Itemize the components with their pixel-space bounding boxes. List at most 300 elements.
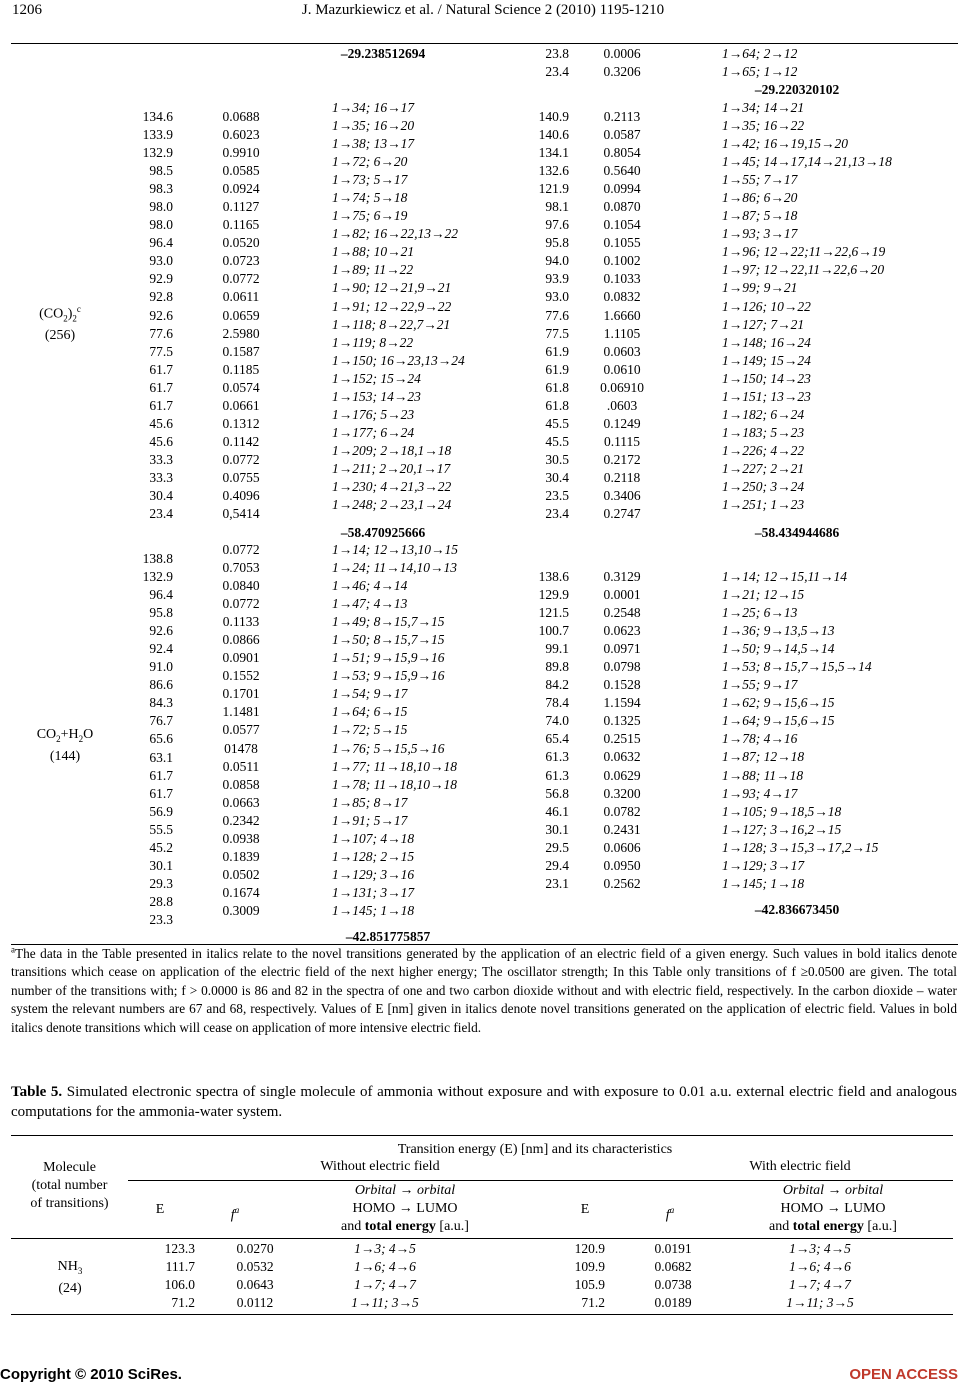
- oscillator-value: 0.0577: [222, 722, 260, 738]
- orbital-transition: 1→107; 4→18: [332, 830, 415, 846]
- oscillator-value: 0.1115: [603, 433, 641, 449]
- orbital-transition: 1→72; 5→15: [332, 722, 408, 738]
- orbital-transition: 1→129; 3→17: [722, 857, 805, 873]
- orbital-transition: 1→78; 11→18,10→18: [332, 776, 457, 792]
- oscillator-value: 0.1552: [222, 668, 260, 684]
- energy-value: 45.2: [149, 839, 173, 855]
- energy-value: 92.8: [149, 289, 173, 305]
- energy-value: 45.5: [545, 433, 569, 449]
- oscillator-value: 0.0603: [603, 343, 641, 359]
- table5-header-top: Transition energy (E) [nm] and its characteristics: [397, 1142, 673, 1157]
- orbital-transition: 1→7; 4→7: [789, 1277, 851, 1293]
- oscillator-value: 0.1133: [222, 614, 260, 630]
- energy-value: 120.9: [574, 1241, 605, 1256]
- table5-header-without: Without electric field: [320, 1159, 440, 1174]
- energy-value: 71.2: [171, 1295, 195, 1311]
- orbital-transition: 1→35; 16→22: [722, 118, 805, 134]
- oscillator-value: 0.1165: [222, 217, 260, 233]
- orbital-transition: 1→47; 4→13: [332, 596, 408, 612]
- orbital-transition: 1→64; 2→12: [722, 46, 798, 61]
- oscillator-value: 0.1325: [603, 713, 641, 729]
- energy-value: 138.6: [538, 569, 569, 584]
- oscillator-column: [210, 108, 272, 523]
- oscillator-column: [592, 45, 652, 81]
- oscillator-value: 0.0866: [222, 632, 260, 648]
- footnote-text: The data in the Table presented in italics relate to the novel transitions generated by the application of an electric field of a given energy. Such values in bold italics denote transitions which cease on application of the electric field of the next higher energy; The oscillator strength; In this Table only transitions of f ≥0.0500 are given. The total number of the transitions with; f > 0.0000 is 86 and 82 in the spectra of one and two carbon dioxide without and with electric field, respectively. In the carbon dioxide – water system the relevant numbers are 67 and 68, respectively. Values of E [nm] given in italics denote novel transitions generated on the application of electric field. Values in bold italics denote transitions which will cease on application of more intensive electric field.: [11, 946, 957, 1035]
- energy-value: 98.0: [149, 217, 173, 233]
- oscillator-value: 0.0661: [222, 397, 260, 413]
- oscillator-value: 0.2113: [603, 109, 641, 124]
- orbital-transition: 1→73; 5→17: [332, 172, 408, 188]
- energy-value: 56.9: [149, 803, 173, 819]
- oscillator-value: 0.0629: [603, 767, 641, 783]
- oscillator-value: 0.2431: [603, 821, 641, 837]
- orbital-transition: 1→7; 4→7: [354, 1277, 416, 1293]
- oscillator-value: 0.3200: [603, 785, 641, 801]
- energy-value: 30.1: [149, 857, 173, 873]
- orbital-transition: 1→128; 3→15,3→17,2→15: [722, 839, 879, 855]
- energy-value: 129.9: [538, 587, 569, 603]
- table5-top-rule: [11, 1135, 953, 1136]
- oscillator-value: 0.0772: [222, 542, 260, 557]
- oscillator-value: 0.7053: [222, 560, 260, 576]
- orbital-transition: 1→227; 2→21: [722, 460, 805, 476]
- orbital-transition: 1→126; 10→22: [722, 298, 811, 314]
- energy-value: 95.8: [545, 235, 569, 251]
- energy-value: 92.9: [149, 271, 173, 287]
- table5-col-orbital: Orbital → orbital HOMO → LUMO and total energy [a.u.]: [769, 1183, 897, 1234]
- orbital-transition: 1→99; 9→21: [722, 280, 798, 296]
- oscillator-value: 0.0798: [603, 659, 641, 675]
- orbital-transition: 1→211; 2→20,1→17: [332, 460, 451, 476]
- energy-total: –29.238512694: [340, 46, 426, 61]
- oscillator-value: 0.0189: [654, 1295, 692, 1311]
- oscillator-value: 1.6660: [603, 307, 641, 323]
- energy-value: 63.1: [149, 749, 173, 765]
- energy-value: 77.5: [149, 343, 173, 359]
- orbital-transition: 1→150; 14→23: [722, 370, 811, 386]
- orbital-column: [722, 99, 958, 514]
- table5-col-E: E: [155, 1202, 165, 1217]
- energy-value: 94.0: [545, 253, 569, 269]
- table5-col-f: $f^a$: [230, 1205, 240, 1223]
- orbital-transition: 1→97; 12→22,11→22,6→20: [722, 262, 885, 278]
- energy-value: 111.7: [165, 1259, 195, 1275]
- orbital-transition: 1→119; 8→22: [332, 334, 414, 350]
- orbital-column: [332, 99, 512, 514]
- orbital-transition: 1→127; 3→16,2→15: [722, 821, 842, 837]
- oscillator-column: [225, 1240, 285, 1312]
- energy-value: 132.6: [538, 163, 569, 179]
- oscillator-value: 0.1127: [222, 199, 260, 215]
- orbital-transition: 1→65; 1→12: [722, 64, 798, 80]
- orbital-transition: 1→93; 4→17: [722, 785, 798, 801]
- energy-value: 56.8: [545, 785, 569, 801]
- energy-value: 23.3: [149, 911, 173, 927]
- orbital-transition: 1→128; 2→15: [332, 848, 415, 864]
- oscillator-value: 0.1839: [222, 848, 260, 864]
- oscillator-value: 0.2342: [222, 812, 260, 828]
- oscillator-value: 0.0191: [654, 1241, 692, 1256]
- molecule-label: $(CO_2)_2^c$ (256): [20, 300, 100, 345]
- oscillator-value: 0,5414: [222, 506, 260, 522]
- oscillator-value: 0.0858: [222, 776, 260, 792]
- energy-value: 55.5: [149, 821, 173, 837]
- oscillator-value: 0.0632: [603, 749, 641, 765]
- energy-value: 30.1: [545, 821, 569, 837]
- oscillator-value: 0.0587: [603, 127, 641, 143]
- table5-bottom-rule: [11, 1314, 953, 1315]
- orbital-column: [722, 568, 958, 893]
- energy-value: 23.4: [545, 506, 569, 522]
- orbital-transition: 1→72; 6→20: [332, 154, 408, 170]
- running-citation: J. Mazurkiewicz et al. / Natural Science 2 (2010) 1195-1210: [301, 2, 665, 18]
- oscillator-value: 0.0772: [222, 451, 260, 467]
- orbital-transition: 1→153; 14→23: [332, 388, 421, 404]
- table5-header-rule: [128, 1180, 953, 1181]
- energy-value: 65.6: [149, 731, 173, 747]
- energy-total: –42.851775857: [345, 929, 431, 944]
- orbital-transition: 1→151; 13→23: [722, 388, 811, 404]
- energy-value: 132.9: [142, 145, 173, 161]
- oscillator-value: 0.0112: [236, 1295, 274, 1311]
- orbital-transition: 1→77; 11→18,10→18: [332, 758, 457, 774]
- energy-value: 84.2: [545, 677, 569, 693]
- orbital-transition: 1→34; 16→17: [332, 100, 415, 115]
- oscillator-value: 0.0772: [222, 596, 260, 612]
- energy-total: –42.836673450: [754, 902, 840, 917]
- oscillator-value: 0.1587: [222, 343, 260, 359]
- energy-value: 121.5: [538, 605, 569, 621]
- energy-value: 123.3: [164, 1241, 195, 1256]
- oscillator-value: 0.0901: [222, 650, 260, 666]
- oscillator-value: 0.1142: [222, 433, 260, 449]
- orbital-transition: 1→93; 3→17: [722, 226, 798, 242]
- orbital-transition: 1→50; 8→15,7→15: [332, 632, 445, 648]
- oscillator-column: [592, 568, 652, 893]
- oscillator-value: 0.1054: [603, 217, 641, 233]
- energy-column: [515, 568, 569, 893]
- energy-value: 77.5: [545, 325, 569, 341]
- orbital-transition: 1→14; 12→13,10→15: [332, 542, 458, 557]
- energy-value: 98.3: [149, 181, 173, 197]
- energy-value: 29.5: [545, 839, 569, 855]
- orbital-transition: 1→3; 4→5: [789, 1241, 851, 1256]
- orbital-transition: 1→177; 6→24: [332, 424, 415, 440]
- copyright-notice: Copyright © 2010 SciRes.: [0, 1366, 182, 1383]
- energy-column: [515, 108, 569, 523]
- orbital-transition: 1→45; 14→17,14→21,13→18: [722, 154, 892, 170]
- energy-value: 33.3: [149, 469, 173, 485]
- oscillator-value: 0.0772: [222, 271, 260, 287]
- oscillator-value: 0.2172: [603, 451, 641, 467]
- page-number: 1206: [12, 2, 42, 18]
- orbital-transition: 1→148; 16→24: [722, 334, 811, 350]
- oscillator-value: 0.6023: [222, 127, 260, 143]
- energy-value: 61.8: [545, 379, 569, 395]
- energy-value: 30.4: [149, 487, 173, 503]
- energy-value: 30.4: [545, 469, 569, 485]
- energy-value: 46.1: [545, 803, 569, 819]
- oscillator-value: 0.0659: [222, 307, 260, 323]
- table5-header-with: With electric field: [749, 1159, 851, 1174]
- table5-col-orbital: Orbital → orbital HOMO → LUMO and total energy [a.u.]: [341, 1183, 469, 1234]
- page-header: [0, 2, 966, 22]
- energy-value: 138.8: [142, 551, 173, 566]
- oscillator-value: 0.0682: [654, 1259, 692, 1275]
- energy-value: 100.7: [538, 623, 569, 639]
- oscillator-value: 0.1528: [603, 677, 641, 693]
- molecule-label: $CO_2+H_2O$ (144): [20, 726, 110, 766]
- energy-value: 65.4: [545, 731, 569, 747]
- oscillator-value: 0.2562: [603, 875, 641, 891]
- oscillator-value: 0.0270: [236, 1241, 274, 1256]
- orbital-transition: 1→176; 5→23: [332, 406, 415, 422]
- oscillator-value: 1.1594: [603, 695, 641, 711]
- oscillator-value: 0.0994: [603, 181, 641, 197]
- orbital-transition: 1→150; 16→23,13→24: [332, 352, 465, 368]
- oscillator-value: 0.0663: [222, 794, 260, 810]
- orbital-transition: 1→96; 12→22;11→22,6→19: [722, 244, 886, 260]
- orbital-transition: 1→55; 9→17: [722, 677, 798, 693]
- orbital-transition: 1→6; 4→6: [789, 1259, 851, 1275]
- oscillator-value: 0.1701: [222, 686, 260, 702]
- orbital-transition: 1→64; 6→15: [332, 704, 408, 720]
- orbital-transition: 1→55; 7→17: [722, 172, 798, 188]
- oscillator-value: 0.0688: [222, 109, 260, 124]
- energy-value: 29.3: [149, 875, 173, 891]
- oscillator-value: 0.0870: [603, 199, 641, 215]
- oscillator-value: 0.1033: [603, 271, 641, 287]
- orbital-transition: 1→129; 3→16: [332, 866, 415, 882]
- energy-value: 97.6: [545, 217, 569, 233]
- table-top-rule: [11, 43, 958, 44]
- oscillator-value: 0.0610: [603, 361, 641, 377]
- energy-total: –58.470925666: [340, 525, 426, 540]
- orbital-transition: 1→145; 1→18: [722, 875, 805, 891]
- energy-value: 61.7: [149, 785, 173, 801]
- oscillator-value: 0.0574: [222, 379, 260, 395]
- energy-value: 74.0: [545, 713, 569, 729]
- energy-value: 30.5: [545, 451, 569, 467]
- energy-value: 61.7: [149, 767, 173, 783]
- orbital-transition: 1→64; 9→15,6→15: [722, 713, 835, 729]
- table-label: Table 5.: [11, 1084, 63, 1100]
- orbital-transition: 1→82; 16→22,13→22: [332, 226, 458, 242]
- oscillator-value: 0.2747: [603, 506, 641, 522]
- energy-total: –58.434944686: [754, 525, 840, 540]
- orbital-transition: 1→50; 9→14,5→14: [722, 641, 835, 657]
- orbital-transition: 1→76; 5→15,5→16: [332, 740, 445, 756]
- energy-column: [140, 1240, 195, 1312]
- orbital-transition: 1→54; 9→17: [332, 686, 408, 702]
- energy-value: 61.3: [545, 749, 569, 765]
- energy-value: 77.6: [545, 307, 569, 323]
- table5-col-f: $f^a$: [665, 1205, 675, 1223]
- oscillator-column: [643, 1240, 703, 1312]
- energy-value: 23.4: [545, 64, 569, 80]
- energy-value: 23.1: [545, 875, 569, 891]
- energy-column: [515, 45, 569, 81]
- orbital-transition: 1→86; 6→20: [722, 190, 798, 206]
- energy-value: 61.3: [545, 767, 569, 783]
- energy-value: 134.1: [538, 145, 569, 161]
- orbital-transition: 1→24; 11→14,10→13: [332, 560, 457, 576]
- orbital-transition: 1→183; 5→23: [722, 424, 805, 440]
- energy-value: 84.3: [149, 695, 173, 711]
- orbital-transition: 1→35; 16→20: [332, 118, 415, 134]
- energy-value: 28.8: [149, 893, 173, 909]
- orbital-transition: 1→74; 5→18: [332, 190, 408, 206]
- molecule-label: $NH_3$ (24): [30, 1258, 110, 1298]
- orbital-transition: 1→11; 3→5: [786, 1295, 854, 1311]
- oscillator-value: 0.0755: [222, 469, 260, 485]
- energy-value: 93.9: [545, 271, 569, 287]
- oscillator-value: 1.1481: [222, 704, 260, 720]
- orbital-transition: 1→152; 15→24: [332, 370, 421, 386]
- orbital-transition: 1→25; 6→13: [722, 605, 798, 621]
- oscillator-value: 0.2118: [603, 469, 641, 485]
- transition-count: (256): [44, 328, 76, 344]
- orbital-transition: 1→87; 5→18: [722, 208, 798, 224]
- orbital-transition: 1→85; 8→17: [332, 794, 408, 810]
- oscillator-value: 0.0006: [603, 46, 641, 61]
- energy-value: 61.9: [545, 361, 569, 377]
- energy-value: 134.6: [142, 109, 173, 124]
- oscillator-value: 0.0606: [603, 839, 641, 855]
- oscillator-value: 0.0511: [222, 758, 260, 774]
- open-access-label: OPEN ACCESS: [849, 1366, 958, 1383]
- oscillator-value: 0.0643: [236, 1277, 274, 1293]
- energy-value: 98.1: [545, 199, 569, 215]
- orbital-transition: 1→62; 9→15,6→15: [722, 695, 835, 711]
- energy-value: 95.8: [149, 605, 173, 621]
- oscillator-value: 0.1055: [603, 235, 641, 251]
- orbital-transition: 1→6; 4→6: [354, 1259, 416, 1275]
- energy-value: 23.8: [545, 46, 569, 61]
- energy-value: 71.2: [581, 1295, 605, 1311]
- energy-value: 45.6: [149, 415, 173, 431]
- oscillator-value: 2.5980: [222, 325, 260, 341]
- energy-value: 106.0: [164, 1277, 195, 1293]
- orbital-transition: 1→91; 12→22,9→22: [332, 298, 452, 314]
- orbital-transition: 1→118; 8→22,7→21: [332, 316, 451, 332]
- orbital-transition: 1→78; 4→16: [722, 731, 798, 747]
- oscillator-value: 0.3406: [603, 487, 641, 503]
- transition-count: (24): [58, 1280, 82, 1296]
- orbital-transition: 1→49; 8→15,7→15: [332, 614, 445, 630]
- oscillator-value: 0.3206: [603, 64, 641, 80]
- oscillator-value: 0.1249: [603, 415, 641, 431]
- energy-value: 99.1: [545, 641, 569, 657]
- oscillator-value: 0.0782: [603, 803, 641, 819]
- oscillator-value: 0.0840: [222, 578, 260, 594]
- energy-value: 96.4: [149, 587, 173, 603]
- oscillator-value: 0.0520: [222, 235, 260, 251]
- energy-value: 140.6: [538, 127, 569, 143]
- orbital-transition: 1→46; 4→14: [332, 578, 408, 594]
- oscillator-value: 0.3009: [222, 902, 260, 918]
- orbital-transition: 1→42; 16→19,15→20: [722, 136, 848, 152]
- oscillator-value: 0.0950: [603, 857, 641, 873]
- orbital-transition: 1→91; 5→17: [332, 812, 408, 828]
- energy-value: 109.9: [574, 1259, 605, 1275]
- table-caption: [11, 1082, 957, 1122]
- oscillator-value: 0.3129: [603, 569, 641, 584]
- energy-value: 29.4: [545, 857, 569, 873]
- energy-value: 61.7: [149, 379, 173, 395]
- orbital-transition: 1→3; 4→5: [354, 1241, 416, 1256]
- orbital-transition: 1→131; 3→17: [332, 884, 415, 900]
- energy-value: 45.5: [545, 415, 569, 431]
- orbital-transition: 1→88; 10→21: [332, 244, 415, 260]
- orbital-transition: 1→21; 12→15: [722, 587, 805, 603]
- oscillator-value: 0.0611: [222, 289, 260, 305]
- orbital-transition: 1→53; 9→15,9→16: [332, 668, 445, 684]
- energy-total: –29.220320102: [754, 82, 840, 97]
- table5-col-E: E: [580, 1202, 590, 1217]
- table5-header-molecule: Molecule (total number of transitions): [30, 1160, 109, 1211]
- oscillator-value: 0.4096: [222, 487, 260, 503]
- energy-value: 92.4: [149, 641, 173, 657]
- orbital-transition: 1→51; 9→15,9→16: [332, 650, 445, 666]
- oscillator-value: 0.0738: [654, 1277, 692, 1293]
- energy-value: 76.7: [149, 713, 173, 729]
- energy-value: 132.9: [142, 569, 173, 585]
- orbital-column: [320, 1240, 450, 1312]
- energy-column: [555, 1240, 605, 1312]
- energy-value: 23.4: [149, 506, 173, 522]
- energy-value: 93.0: [149, 253, 173, 269]
- oscillator-value: 0.5640: [603, 163, 641, 179]
- oscillator-value: 0.1002: [603, 253, 641, 269]
- table5-header-bottom-rule: [11, 1238, 953, 1239]
- energy-value: 96.4: [149, 235, 173, 251]
- oscillator-value: .0603: [606, 397, 638, 413]
- oscillator-value: 0.2515: [603, 731, 641, 747]
- oscillator-value: 0.1185: [222, 361, 260, 377]
- oscillator-value: 0.0532: [236, 1259, 274, 1275]
- oscillator-value: 0.2548: [603, 605, 641, 621]
- oscillator-value: 0.0623: [603, 623, 641, 639]
- oscillator-value: 0.0938: [222, 830, 260, 846]
- oscillator-value: 0.06910: [600, 379, 644, 395]
- energy-value: 89.8: [545, 659, 569, 675]
- oscillator-column: [592, 108, 652, 523]
- oscillator-value: 1.1105: [603, 325, 641, 341]
- orbital-transition: 1→34; 14→21: [722, 100, 805, 115]
- oscillator-value: 0.9910: [222, 145, 260, 161]
- orbital-transition: 1→250; 3→24: [722, 478, 805, 494]
- orbital-transition: 1→36; 9→13,5→13: [722, 623, 835, 639]
- oscillator-value: 0.1674: [222, 884, 260, 900]
- transition-count: (144): [49, 748, 81, 764]
- orbital-column: [755, 1240, 885, 1312]
- energy-column: [118, 550, 173, 929]
- energy-value: 93.0: [545, 289, 569, 305]
- oscillator-value: 0.0502: [222, 866, 260, 882]
- oscillator-value: 0.0924: [222, 181, 260, 197]
- orbital-transition: 1→226; 4→22: [722, 442, 805, 458]
- energy-value: 77.6: [149, 325, 173, 341]
- energy-value: 61.9: [545, 343, 569, 359]
- energy-value: 133.9: [142, 127, 173, 143]
- orbital-transition: 1→87; 12→18: [722, 749, 805, 765]
- orbital-column: [332, 541, 512, 920]
- energy-column: [118, 108, 173, 523]
- orbital-transition: 1→248; 2→23,1→24: [332, 497, 452, 513]
- oscillator-value: 0.0723: [222, 253, 260, 269]
